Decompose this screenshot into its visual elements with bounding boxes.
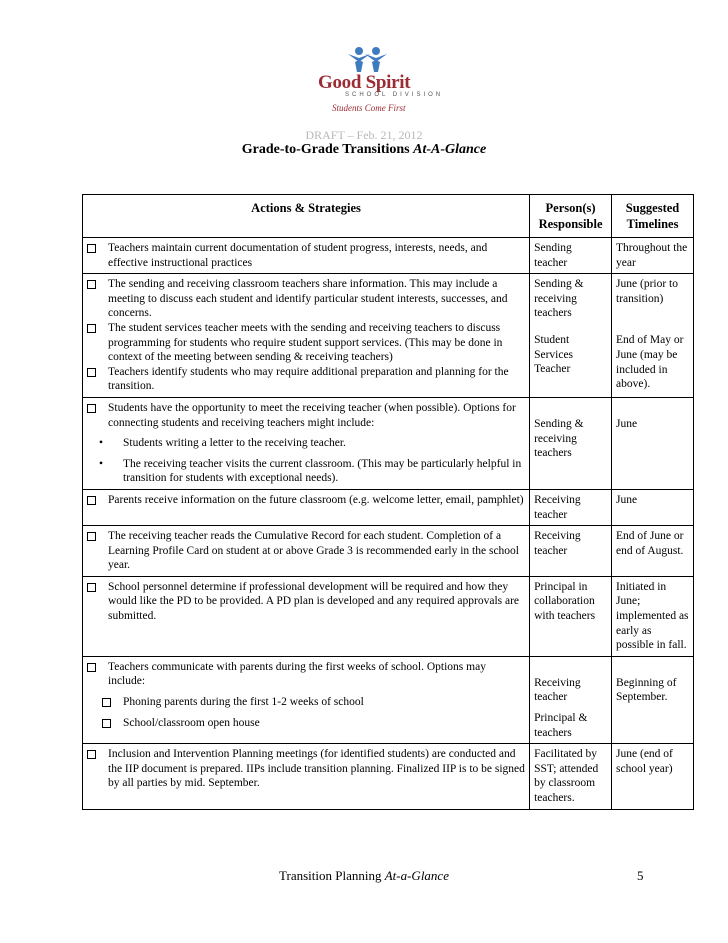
item-text: Parents receive information on the future classroom (e.g. welcome letter, email, pamphlet) bbox=[108, 493, 524, 506]
table-row bbox=[83, 526, 694, 577]
person-cell: Receiving teacher bbox=[530, 526, 612, 577]
item-text: Teachers identify students who may require additional preparation and planning for the transition. bbox=[108, 365, 509, 393]
checklist-item bbox=[87, 493, 525, 508]
bullet-item bbox=[87, 436, 525, 451]
page-title bbox=[0, 142, 728, 158]
item-text: The receiving teacher reads the Cumulative Record for each student. Completion of a Learning Profile Card on student at or above Grade 3 is recommended early in the school year. bbox=[108, 530, 519, 572]
header-actions: Actions & Strategies bbox=[83, 195, 530, 238]
table-row bbox=[83, 656, 694, 743]
item-text: The student services teacher meets with the sending and receiving teachers to discuss programming for students who require student support services. (This may be done in context of the meeting between sending & receiving teachers) bbox=[108, 321, 503, 364]
transitions-table bbox=[82, 194, 694, 810]
timeline-cell: Throughout the year bbox=[612, 238, 694, 274]
actions-cell bbox=[83, 576, 530, 656]
timeline-text-2: End of May or June (may be included in above). bbox=[616, 334, 684, 391]
logo-name: Good Spirit bbox=[318, 72, 411, 93]
person-text: Sending & receiving teachers bbox=[534, 278, 584, 320]
person-text-2: Principal & teachers bbox=[534, 712, 588, 739]
person-cell bbox=[530, 397, 612, 489]
timeline-cell bbox=[612, 397, 694, 489]
actions-cell bbox=[83, 489, 530, 525]
logo-tagline: Students Come First bbox=[332, 103, 406, 113]
checkbox-icon bbox=[87, 280, 96, 289]
checklist-item bbox=[87, 401, 525, 430]
bullet-item bbox=[87, 457, 525, 486]
actions-cell bbox=[83, 656, 530, 743]
person-text: Receiving teacher bbox=[534, 676, 581, 704]
timeline-cell: Initiated in June; implemented as early as possible in fall. bbox=[612, 576, 694, 656]
header-person: Person(s) Responsible bbox=[530, 195, 612, 238]
checkbox-icon bbox=[87, 324, 96, 333]
item-text: School personnel determine if professional development will be required and how they would like the PD to be provided. A PD plan is developed and any required approvals are submitted. bbox=[108, 580, 520, 623]
table-row bbox=[83, 238, 694, 274]
footer-italic: At-a-Glance bbox=[384, 868, 449, 883]
checklist-item bbox=[87, 321, 525, 365]
title-main: Grade-to-Grade Transitions bbox=[241, 142, 414, 157]
checklist-item bbox=[87, 580, 525, 624]
sub-checklist-item bbox=[87, 716, 525, 731]
bullet-text: The receiving teacher visits the current classroom. (This may be particularly helpful in transition for students with exceptional needs). bbox=[123, 457, 522, 485]
table-row bbox=[83, 576, 694, 656]
checkbox-icon bbox=[87, 368, 96, 377]
table-row bbox=[83, 744, 694, 809]
timeline-cell bbox=[612, 274, 694, 398]
item-text: The sending and receiving classroom teachers share information. This may include a meeting to discuss each student and identify particular student interests, successes, and concerns. bbox=[108, 278, 508, 320]
bullet-text: Students writing a letter to the receiving teacher. bbox=[123, 437, 346, 450]
header-timeline: Suggested Timelines bbox=[612, 195, 694, 238]
checkbox-icon bbox=[87, 496, 96, 505]
logo-subtitle: SCHOOL DIVISION bbox=[345, 92, 444, 98]
item-text: Students have the opportunity to meet the receiving teacher (when possible). Options for connecting students and receiving teachers might include: bbox=[108, 401, 516, 429]
checklist-item bbox=[87, 660, 525, 689]
checkbox-icon bbox=[102, 698, 111, 707]
item-text: Teachers maintain current documentation of student progress, interests, needs, and effective instructional practices bbox=[108, 242, 488, 269]
actions-cell bbox=[83, 238, 530, 274]
bullet-icon: • bbox=[99, 437, 104, 450]
footer-title: Transition Planning bbox=[279, 868, 385, 883]
subitem-text: Phoning parents during the first 1-2 weeks of school bbox=[123, 696, 364, 709]
person-cell: Sending teacher bbox=[530, 238, 612, 274]
table-header-row bbox=[83, 195, 694, 238]
table-row bbox=[83, 274, 694, 398]
person-text-2: Student Services Teacher bbox=[534, 333, 574, 376]
person-cell bbox=[530, 274, 612, 398]
school-logo bbox=[318, 46, 444, 114]
timeline-text: June (prior to transition) bbox=[616, 278, 678, 305]
checklist-item bbox=[87, 277, 525, 321]
timeline-text: June bbox=[616, 417, 638, 430]
checkbox-icon bbox=[87, 532, 96, 541]
checkbox-icon bbox=[87, 244, 96, 253]
person-cell: Receiving teacher bbox=[530, 489, 612, 525]
bullet-icon: • bbox=[99, 457, 104, 470]
checkbox-icon bbox=[87, 750, 96, 759]
person-cell: Facilitated by SST; attended by classroom teachers. bbox=[530, 744, 612, 809]
checklist-item bbox=[87, 241, 525, 270]
footer-text bbox=[0, 868, 728, 884]
subitem-text: School/classroom open house bbox=[123, 716, 260, 729]
actions-cell bbox=[83, 397, 530, 489]
person-text: Sending & receiving teachers bbox=[534, 417, 584, 460]
checklist-item bbox=[87, 365, 525, 394]
actions-cell bbox=[83, 526, 530, 577]
checklist-item bbox=[87, 747, 525, 791]
timeline-cell: June bbox=[612, 489, 694, 525]
actions-cell bbox=[83, 744, 530, 809]
title-italic: At-A-Glance bbox=[413, 142, 487, 157]
person-cell: Principal in collaboration with teachers bbox=[530, 576, 612, 656]
timeline-text: Beginning of September. bbox=[616, 676, 677, 704]
sub-checklist-item bbox=[87, 695, 525, 710]
actions-cell bbox=[83, 274, 530, 398]
item-text: Teachers communicate with parents during the first weeks of school. Options may include: bbox=[108, 660, 486, 688]
checkbox-icon bbox=[87, 583, 96, 592]
timeline-cell bbox=[612, 656, 694, 743]
checkbox-icon bbox=[87, 663, 96, 672]
draft-watermark: DRAFT – Feb. 21, 2012 bbox=[305, 128, 423, 142]
person-cell bbox=[530, 656, 612, 743]
checkbox-icon bbox=[87, 404, 96, 413]
checkbox-icon bbox=[102, 719, 111, 728]
people-logo-icon bbox=[346, 46, 390, 74]
table-row bbox=[83, 397, 694, 489]
checklist-item bbox=[87, 529, 525, 573]
timeline-cell: June (end of school year) bbox=[612, 744, 694, 809]
item-text: Inclusion and Intervention Planning meetings (for identified students) are conducted and the IIP document is prepared. IIPs include transition planning. Finalized IIP is to be signed by all parties by mid. September. bbox=[108, 748, 525, 790]
page-number: 5 bbox=[637, 868, 644, 883]
timeline-cell: End of June or end of August. bbox=[612, 526, 694, 577]
table-row bbox=[83, 489, 694, 525]
